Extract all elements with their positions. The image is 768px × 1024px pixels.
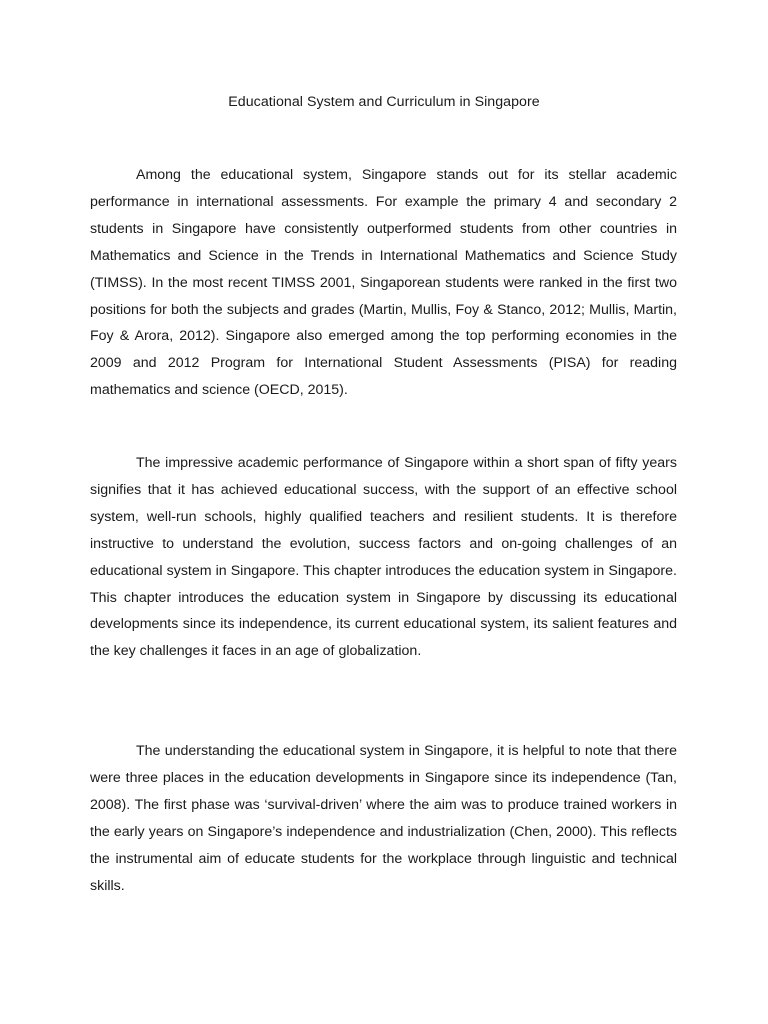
paragraph-timss-pisa: Among the educational system, Singapore stands out for its stellar academic performance in international assessments. For example the primary 4 and secondary 2 students in Singapore have consistently outperformed students from other countries in Mathematics and Science in the Trends in International Mathematics and Science Study (TIMSS). In the most recent TIMSS 2001, Singaporean students were ranked in the first two positions for both the subjects and grades (Martin, Mullis, Foy & Stanco, 2012; Mullis, Martin, Foy & Arora, 2012). Singapore also emerged among the top performing economies in the 2009 and 2012 Program for International Student Assessments (PISA) for reading mathematics and science (OECD, 2015). <box>90 167 677 399</box>
paragraph-academic-performance: The impressive academic performance of Singapore within a short span of fifty years signifies that it has achieved educational success, with the support of an effective school system, well-run schools, highly qualified teachers and resilient students. It is therefore instructive to understand the evolution, success factors and on-going challenges of an educational system in Singapore. This chapter introduces the education system in Singapore. This chapter introduces the education system in Singapore by discussing its educational developments since its independence, its current educational system, its salient features and the key challenges it faces in an age of globalization. <box>90 455 677 660</box>
paragraph-education-phases: The understanding the educational system in Singapore, it is helpful to note that there were three places in the education developments in Singapore since its independence (Tan, 2008). The first phase was ‘survival-driven’ where the aim was to produce trained workers in the early years on Singapore’s independence and industrialization (Chen, 2000). This reflects the instrumental aim of educate students for the workplace through linguistic and technical skills. <box>90 743 677 894</box>
document-title: Educational System and Curriculum in Singapore <box>228 94 540 110</box>
